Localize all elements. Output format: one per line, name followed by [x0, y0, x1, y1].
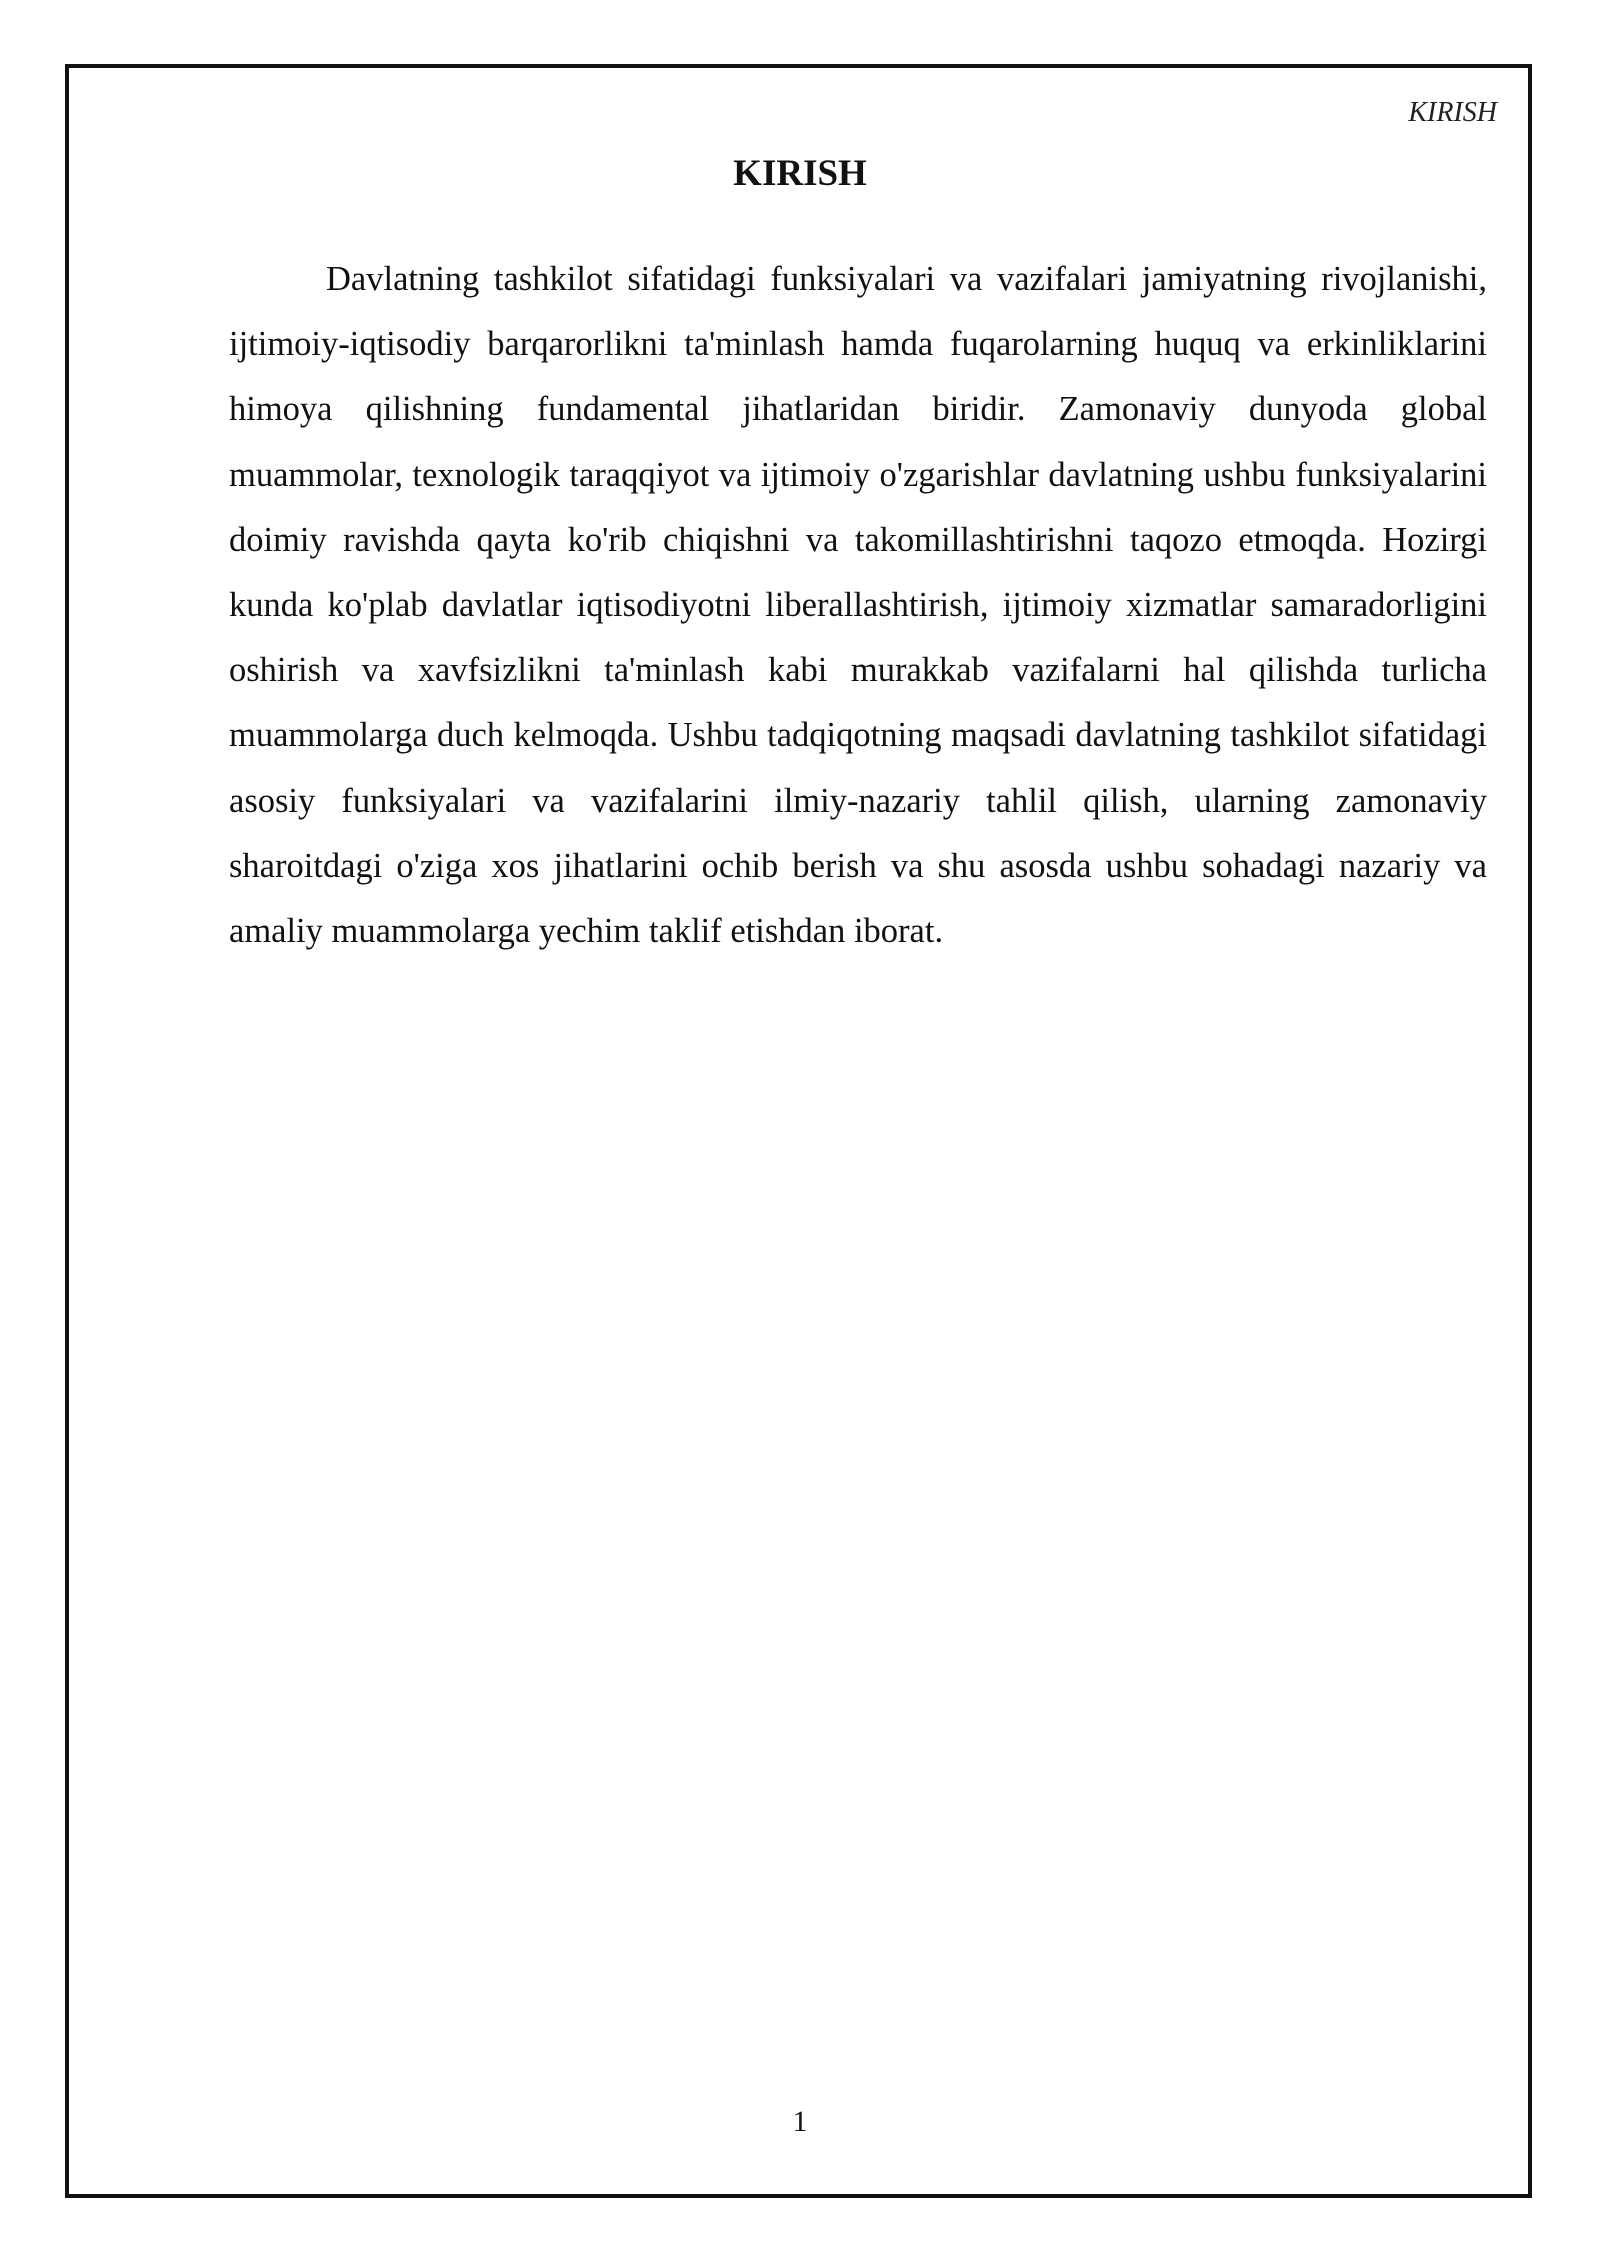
running-header: KIRISH [1408, 97, 1497, 128]
page-number: 1 [792, 2105, 808, 2138]
page-title: KIRISH [733, 153, 867, 194]
introduction-paragraph: Davlatning tashkilot sifatidagi funksiyalari va vazifalari jamiyatning rivojlanishi, ijtimoiy-iqtisodiy barqarorlikni ta'minlash hamda fuqarolarning huquq va erkinliklarini himoya qilishning fundamental jihatlaridan biridir. Zamonaviy dunyoda global muammolar, texnologik taraqqiyot va ijtimoiy o'zgarishlar davlatning ushbu funksiyalarini doimiy ravishda qayta ko'rib chiqishni va takomillashtirishni taqozo etmoqda. Hozirgi kunda ko'plab davlatlar iqtisodiyotni liberallashtirish, ijtimoiy xizmatlar samaradorligini oshirish va xavfsizlikni ta'minlash kabi murakkab vazifalarni hal qilishda turlicha muammolarga duch kelmoqda. Ushbu tadqiqotning maqsadi davlatning tashkilot sifatidagi asosiy funksiyalari va vazifalarini ilmiy-nazariy tahlil qilish, ularning zamonaviy sharoitdagi o'ziga xos jihatlarini ochib berish va shu asosda ushbu sohadagi nazariy va amaliy muammolarga yechim taklif etishdan iborat. [229, 260, 1487, 951]
